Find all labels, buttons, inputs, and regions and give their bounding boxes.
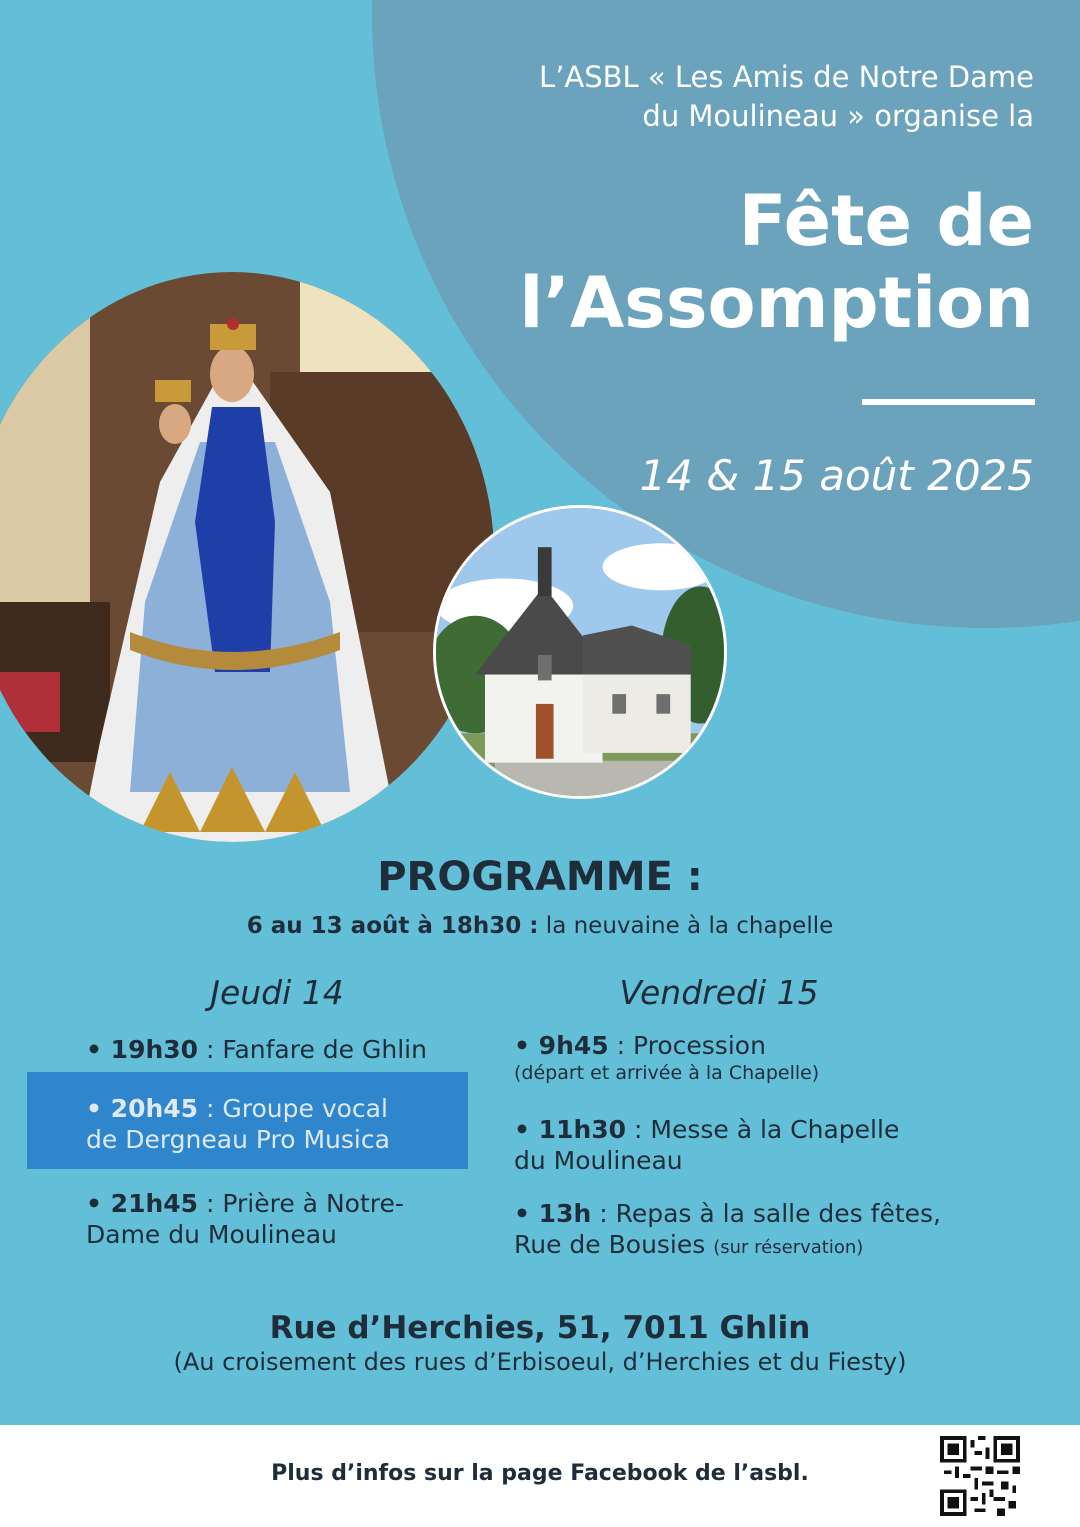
friday-item-3-note: (sur réservation) xyxy=(713,1237,864,1258)
friday-item-3-text: : Repas à la salle des fêtes, xyxy=(591,1199,941,1228)
intro-line-1: L’ASBL « Les Amis de Notre Dame xyxy=(539,60,1034,94)
neuvaine-time: 6 au 13 août à 18h30 : xyxy=(246,913,539,939)
footer-text: Plus d’infos sur la page Facebook de l’asbl. xyxy=(271,1461,809,1486)
madonna-photo xyxy=(0,272,494,842)
friday-item-2-text: : Messe à la Chapelle xyxy=(626,1115,900,1144)
thursday-item-2-text: : Groupe vocal xyxy=(198,1094,388,1123)
thursday-item-3 xyxy=(86,1188,486,1250)
footer xyxy=(0,1425,1080,1527)
chapel-illustration xyxy=(436,508,724,796)
thursday-heading: Jeudi 14 xyxy=(210,973,344,1012)
thursday-item-1 xyxy=(86,1034,486,1065)
event-dates: 14 & 15 août 2025 xyxy=(639,451,1034,500)
chapel-photo xyxy=(433,505,727,799)
thursday-item-1-time: • 19h30 xyxy=(86,1035,199,1064)
title-line-2: l’Assomption xyxy=(519,262,1034,344)
programme-heading: PROGRAMME : xyxy=(377,854,703,900)
friday-item-2-time: • 11h30 xyxy=(514,1115,627,1144)
neuvaine-line xyxy=(0,910,1080,942)
title-divider xyxy=(862,399,1035,405)
friday-item-3 xyxy=(514,1198,994,1263)
thursday-item-3-text-2: Dame du Moulineau xyxy=(86,1220,337,1249)
thursday-item-1-text: : Fanfare de Ghlin xyxy=(198,1035,427,1064)
neuvaine-text: la neuvaine à la chapelle xyxy=(538,913,834,939)
thursday-item-2 xyxy=(86,1093,466,1155)
thursday-item-3-text: : Prière à Notre- xyxy=(198,1189,404,1218)
friday-heading: Vendredi 15 xyxy=(619,973,819,1012)
intro-text xyxy=(414,58,1034,136)
friday-item-1-time: • 9h45 xyxy=(514,1031,609,1060)
friday-item-1-text: : Procession xyxy=(608,1031,766,1060)
address-line: Rue d’Herchies, 51, 7011 Ghlin xyxy=(269,1310,811,1346)
thursday-item-2-time: • 20h45 xyxy=(86,1094,199,1123)
event-title xyxy=(414,180,1034,344)
qr-code[interactable] xyxy=(940,1436,1020,1516)
thursday-item-3-time: • 21h45 xyxy=(86,1189,199,1218)
friday-item-3-text-2: Rue de Bousies xyxy=(514,1230,706,1259)
qr-code-icon xyxy=(940,1436,1020,1516)
friday-item-3-time: • 13h xyxy=(514,1199,592,1228)
thursday-item-2-text-2: de Dergneau Pro Musica xyxy=(86,1125,390,1154)
friday-item-1 xyxy=(514,1030,974,1085)
address-subline: (Au croisement des rues d’Erbisoeul, d’Herchies et du Fiesty) xyxy=(173,1348,907,1376)
friday-item-2-text-2: du Moulineau xyxy=(514,1146,683,1175)
friday-item-1-note: (départ et arrivée à la Chapelle) xyxy=(514,1062,820,1084)
intro-line-2: du Moulineau » organise la xyxy=(642,99,1034,133)
friday-item-2 xyxy=(514,1114,974,1176)
madonna-illustration xyxy=(0,272,494,842)
title-line-1: Fête de xyxy=(738,180,1034,262)
